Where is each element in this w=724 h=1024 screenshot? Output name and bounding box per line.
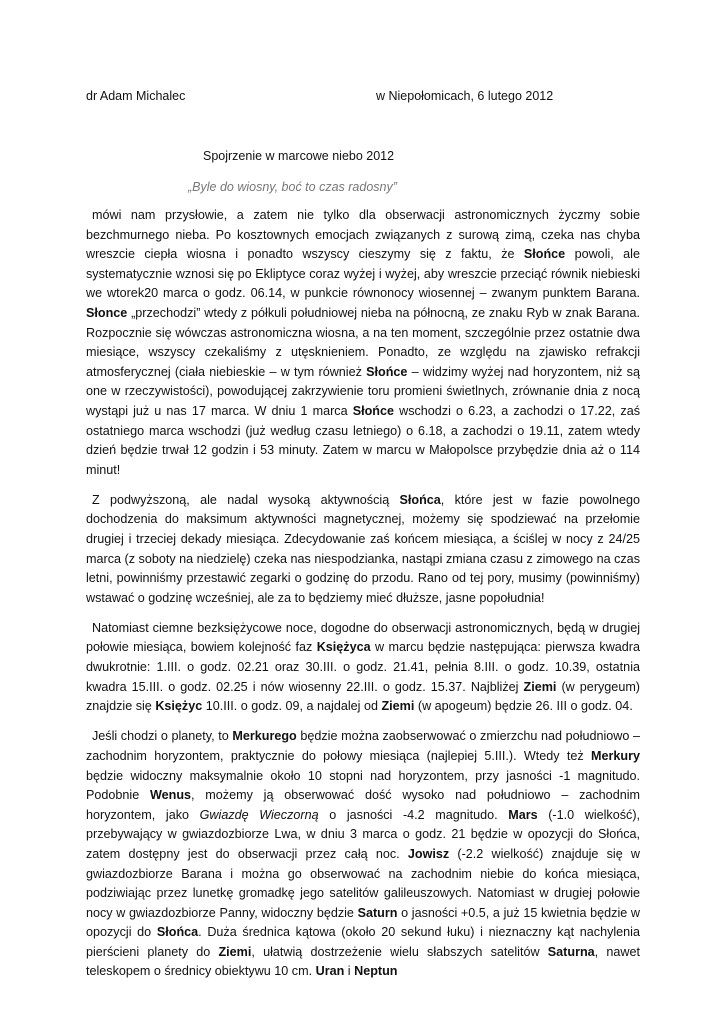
- bold-term: Słońca: [399, 492, 441, 507]
- text-run: „przechodzi” wtedy z półkuli południowej nieba na północną, ze znaku Ryb w znak Barana. Rozpocznie się wówczas astronomiczna wiosna, a na ten moment, szczególnie przez ostatnie dwa miesiące, wszyscy czekaliśmy z utęsknieniem. Ponadto, ze względu na zjawisko refrakcji atmosferycznej (ciała niebieskie – w tym również: [86, 305, 640, 379]
- bold-term: Neptun: [354, 964, 398, 979]
- bold-term: Słońce: [523, 247, 566, 262]
- text-run: Jeśli chodzi o planety, to: [92, 729, 233, 744]
- bold-term: Słońca: [156, 925, 199, 940]
- text-run: (-2.2 wielkość) znajduje się w gwiazdozbiorze Barana i można go obserwować na zachodnim niebie do końca miesiąca, podziwiając przez lunetkę gromadkę jego satelitów galileuszowych. Natomiast w drugiej połowie nocy w gwiazdozbiorze Panny, widoczny będzie: [86, 846, 640, 920]
- text-run: – widzimy wyżej nad horyzontem, niż są one w rzeczywistości), powodującej zakrzywienie toru promieni świetlnych, zrównanie dnia z nocą wystąpi już u nas 17 marca. W dniu 1 marca: [86, 364, 640, 418]
- text-run: o jasności +0.5, a już 15 kwietnia będzie w opozycji do: [86, 905, 640, 940]
- text-run: 10.III. o godz. 09, a najdalej od: [202, 699, 382, 714]
- bold-term: Ziemi: [218, 944, 252, 959]
- text-run: , ułatwią dostrzeżenie wielu słabszych satelitów: [251, 944, 548, 959]
- bold-term: Jowisz: [407, 846, 450, 861]
- text-run: wschodzi o 6.23, a zachodzi o 17.22, zaś ostatniego marca wschodzi (już według czasu letniego) o 6.18, a zachodzi o 19.11, zatem wtedy dzień będzie trwał 12 godzin i 53 minuty. Zatem w marcu w Małopolsce przybędzie dnia aż o 114 minut!: [86, 403, 640, 477]
- text-run: . Duża średnica kątowa (około 20 sekund łuku) i nieznaczny kąt nachylenia pierścieni planety do: [86, 925, 640, 959]
- motto-quote: „Byle do wiosny, boć to czas radosny”: [188, 180, 397, 194]
- text-run: Natomiast ciemne bezksiężycowe noce, dogodne do obserwacji astronomicznych, będą w drugiej połowie miesiąca, bowiem kolejność faz: [86, 620, 640, 655]
- text-run: powoli, ale systematycznie wznosi się po Ekliptyce coraz wyżej i wyżej, aby wreszcie przeciąć równik niebieski we wtorek20 marca o godz. 06.14, w punkcie równonocy wiosennej – zwanym punktem Barana.: [86, 247, 640, 301]
- article-body: [86, 206, 640, 993]
- text-run: będzie widoczny maksymalnie około 10 stopni nad horyzontem, przy jasności -1 magnitudo. Podobnie: [86, 768, 640, 803]
- paragraph-2: [86, 491, 640, 609]
- author-name: dr Adam Michalec: [86, 89, 186, 103]
- text-run: i: [344, 964, 355, 979]
- paragraph-4: [86, 727, 640, 982]
- text-run: , które jest w fazie powolnego dochodzenia do maksimum aktywności magnetycznej, możemy się spodziewać na przełomie drugiej i trzeciej dekady miesiąca. Zdecydowanie zaś końcem miesiąca, a ściślej w nocy z 24/25 marca (z soboty na niedzielę) czeka nas niespodzianka, nastąpi zmiana czasu z zimowego na czas letni, powinniśmy przestawić zegarki o godzinę do przodu. Rano od tej pory, musimy (powinniśmy) wstawać o godzinę wcześniej, ale za to będziemy mieć dłuższe, jasne popołudnia!: [86, 492, 640, 605]
- bold-term: Słonce: [86, 305, 128, 320]
- text-run: , nawet teleskopem o średnicy obiektywu 10 cm.: [86, 944, 640, 979]
- article-title: Spojrzenie w marcowe niebo 2012: [203, 149, 395, 163]
- bold-term: Księżyca: [316, 640, 371, 655]
- text-run: (-1.0 wielkość), przebywający w gwiazdozbiorze Lwa, w dniu 3 marca o godz. 21 będzie w opozycji do Słońca, zatem dostępny jest do obserwacji przez całą noc.: [86, 807, 641, 861]
- bold-term: Saturna: [547, 944, 595, 959]
- italic-term: Gwiazdę Wieczorną: [199, 807, 319, 822]
- bold-term: Saturn: [357, 905, 398, 920]
- paragraph-1: [86, 206, 640, 480]
- bold-term: Ziemi: [381, 699, 415, 714]
- bold-term: Merkury: [591, 748, 640, 763]
- paragraph-3: [86, 619, 640, 717]
- place-and-date: w Niepołomicach, 6 lutego 2012: [376, 89, 554, 103]
- bold-term: Słońce: [352, 403, 394, 418]
- bold-term: Księżyc: [155, 699, 203, 714]
- text-run: o jasności -4.2 magnitudo.: [318, 807, 509, 822]
- text-run: , możemy ją obserwować dość wysoko nad południowo – zachodnim horyzontem, jako: [86, 788, 640, 822]
- text-run: (w perygeum) znajdzie się: [86, 679, 641, 714]
- bold-term: Uran: [315, 964, 345, 979]
- bold-term: Słońce: [366, 364, 408, 379]
- text-run: mówi nam przysłowie, a zatem nie tylko dla obserwacji astronomicznych życzmy sobie bezchmurnego nieba. Po kosztownych emocjach związanych z surową zimą, czeka nas chyba wreszcie ciepła wiosna i ponadto wszyscy cieszymy się z faktu, że: [86, 208, 640, 262]
- text-run: w marcu będzie następująca: pierwsza kwadra dwukrotnie: 1.III. o godz. 02.21 oraz 30.III. o godz. 21.41, pełnia 8.III. o godz. 10.39, ostatnia kwadra 15.III. o godz. 02.25 i nów wiosenny 22.III. o godz. 15.37. Najbliżej: [86, 640, 641, 694]
- text-run: będzie można zaobserwować o zmierzchu nad południowo – zachodnim horyzontem, praktycznie do połowy miesiąca (najlepiej 5.III.). Wtedy też: [86, 729, 640, 763]
- bold-term: Ziemi: [523, 679, 557, 694]
- bold-term: Mars: [508, 807, 538, 822]
- bold-term: Merkurego: [232, 729, 297, 744]
- bold-term: Wenus: [149, 788, 192, 803]
- text-run: Z podwyższoną, ale nadal wysoką aktywnością: [92, 492, 400, 507]
- text-run: (w apogeum) będzie 26. III o godz. 04.: [414, 699, 633, 714]
